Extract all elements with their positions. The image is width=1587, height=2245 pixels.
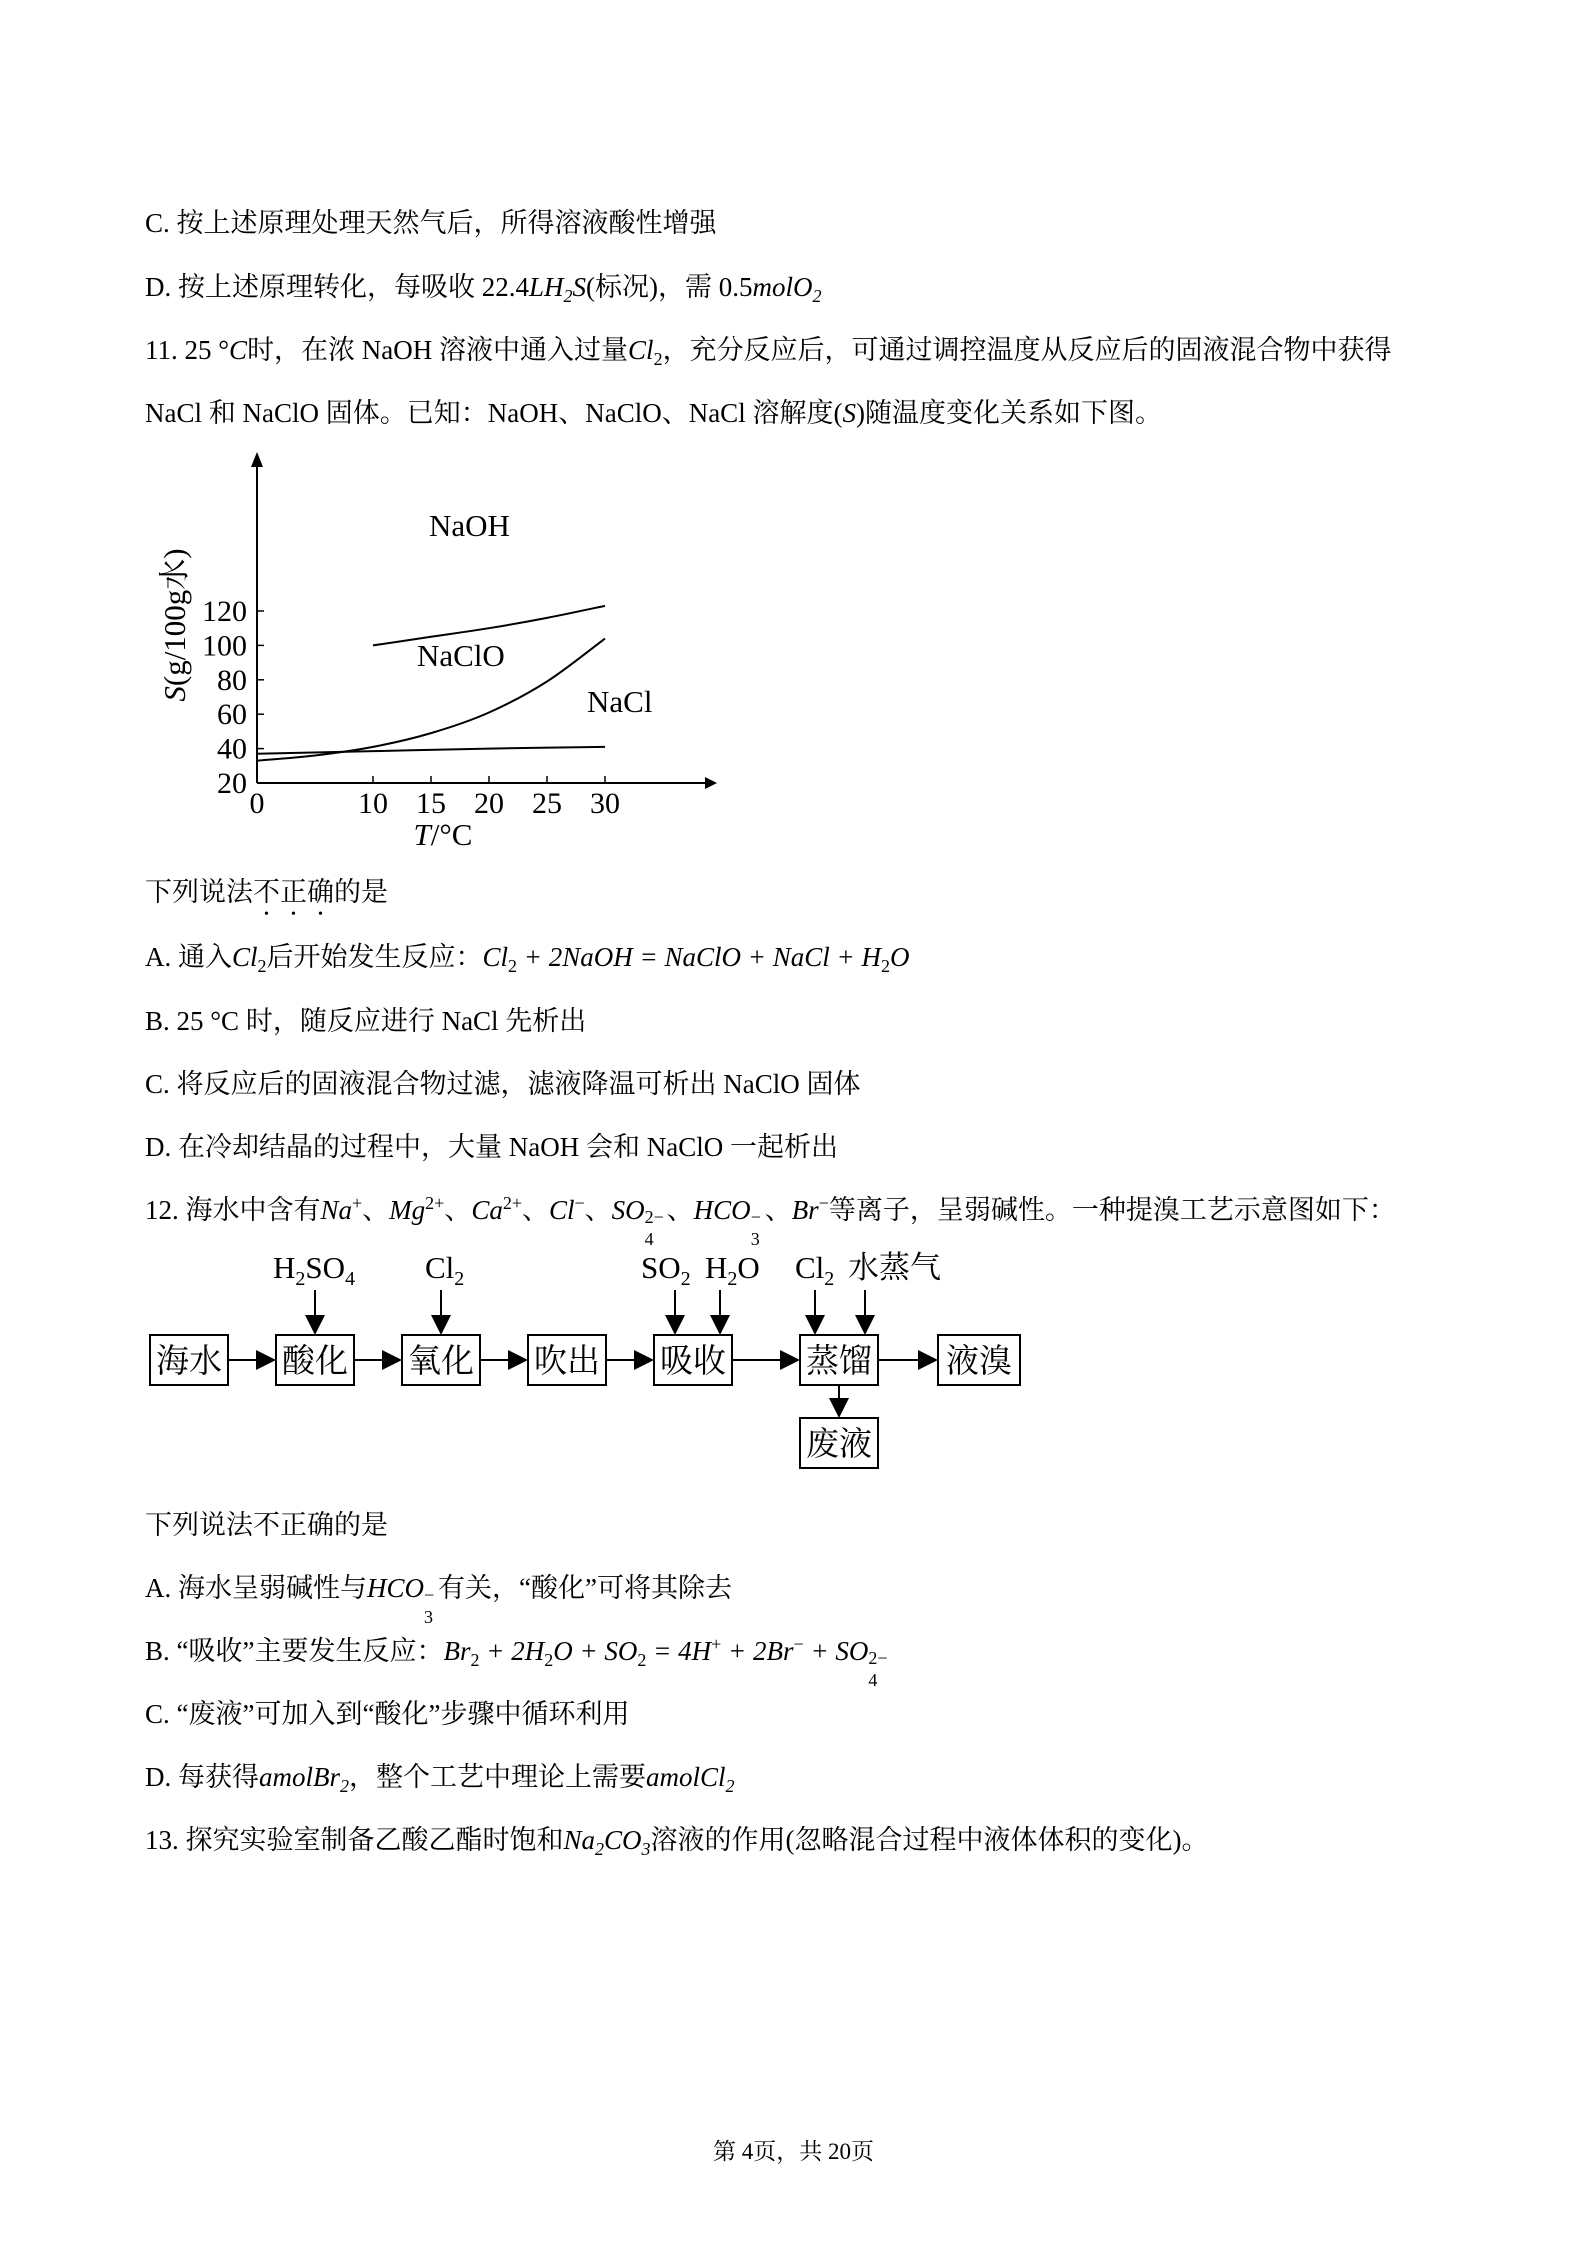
box-acidify-label: 酸化 xyxy=(282,1344,348,1380)
input-h2o: $H_2O$ xyxy=(705,1250,760,1290)
q12-stem: 12. 海水中含有Na+、$Mg^{2+}$、$Ca^{2+}$、Cl−、SO 2− 4 、HCO − 3 、Br−等离子，呈弱碱性。一种提溴工艺示意图如下： xyxy=(145,1193,1396,1249)
chart-axes xyxy=(251,452,717,789)
x-tick-label: 30 xyxy=(590,787,620,820)
y-tick-label: 120 xyxy=(202,595,247,628)
q11-option-a: A. 通入$Cl_2$后开始发生反应：$Cl_2$ + 2NaOH = NaClO + NaCl + $H_2O$ xyxy=(145,942,910,976)
q10-option-d: D. 按上述原理转化，每吸收 $22.4LH_2S$(标况)，需 0.5molO$_2$ xyxy=(145,272,822,306)
y-axis-label: S(g/100g水) xyxy=(157,548,192,702)
box-waste-label: 废液 xyxy=(806,1427,872,1463)
y-axis-arrow xyxy=(251,452,263,467)
box-liquid-bromine-label: 液溴 xyxy=(946,1344,1012,1380)
input-h2so4: $H_2SO_4$ xyxy=(273,1250,356,1290)
q11-question: 下列说法不正确的是 xyxy=(145,877,388,907)
q11-stem-line1: 11. 25 °C时，在浓 NaOH 溶液中通入过量$Cl_2$，充分反应后，可通过调控温度从反应后的固液混合物中获得 xyxy=(145,335,1392,369)
q12-option-a: A. 海水呈弱碱性与HCO − 3 有关，“酸化”可将其除去 xyxy=(145,1573,732,1627)
series-naclo-label: NaClO xyxy=(417,638,505,673)
box-distill-label: 蒸馏 xyxy=(806,1344,872,1380)
q12-option-b: B. “吸收”主要发生反应：$Br_2 + 2H_2O + SO_2 = 4H^+ + 2Br^-$ + SO 2− 4 xyxy=(145,1634,888,1690)
y-tick-label: 100 xyxy=(202,629,247,663)
q12-option-d: D. 每获得amolBr$_2$，整个工艺中理论上需要amolCl$_2$ xyxy=(145,1762,735,1796)
x-tick-label: 0 xyxy=(249,787,265,820)
q10-option-c: C. 按上述原理处理天然气后，所得溶液酸性增强 xyxy=(145,208,717,238)
x-tick-label: 25 xyxy=(532,787,562,820)
bromine-flow-diagram xyxy=(145,1240,1045,1470)
q12-question: 下列说法不正确的是 xyxy=(145,1510,388,1540)
x-tick-label: 15 xyxy=(416,787,446,820)
box-seawater-label: 海水 xyxy=(156,1344,222,1380)
series-nacl-label: NaCl xyxy=(587,684,653,719)
input-cl2-b: $Cl_2$ xyxy=(795,1250,835,1290)
series-naoh-label: NaOH xyxy=(429,508,510,543)
q13-stem: 13. 探究实验室制备乙酸乙酯时饱和$Na_2CO_3$溶液的作用(忽略混合过程中液体体积的变化)。 xyxy=(145,1825,1209,1859)
q11-option-c: C. 将反应后的固液混合物过滤，滤液降温可析出 NaClO 固体 xyxy=(145,1069,861,1099)
x-tick-label: 10 xyxy=(358,787,388,820)
solubility-chart xyxy=(145,440,745,860)
page-footer: 第 4页，共 20页 xyxy=(713,2139,874,2164)
y-tick-label: 80 xyxy=(217,663,247,697)
y-tick-label: 40 xyxy=(217,732,247,766)
box-oxidize-label: 氧化 xyxy=(408,1344,474,1380)
q11-option-d: D. 在冷却结晶的过程中，大量 NaOH 会和 NaClO 一起析出 xyxy=(145,1132,838,1162)
x-axis-label: T/°C xyxy=(413,817,473,852)
box-absorb-label: 吸收 xyxy=(660,1344,726,1380)
input-steam: 水蒸气 xyxy=(848,1250,941,1285)
y-tick-label: 20 xyxy=(217,767,247,800)
chart-ticks xyxy=(202,595,620,820)
chart-series xyxy=(257,508,652,761)
q11-stem-line2: NaCl 和 NaClO 固体。已知：NaOH、NaClO、NaCl 溶解度(S)随温度变化关系如下图。 xyxy=(145,398,1162,428)
input-cl2: $Cl_2$ xyxy=(425,1250,465,1290)
q12-option-c: C. “废液”可加入到“酸化”步骤中循环利用 xyxy=(145,1699,630,1729)
q11-option-b: B. 25 °C 时，随反应进行 NaCl 先析出 xyxy=(145,1006,587,1036)
x-tick-label: 20 xyxy=(474,787,504,820)
y-tick-label: 60 xyxy=(217,698,247,732)
input-so2: $SO_2$ xyxy=(641,1250,691,1290)
x-axis-arrow xyxy=(705,777,717,789)
box-blowout-label: 吹出 xyxy=(534,1344,600,1380)
series-nacl-line xyxy=(257,747,605,754)
